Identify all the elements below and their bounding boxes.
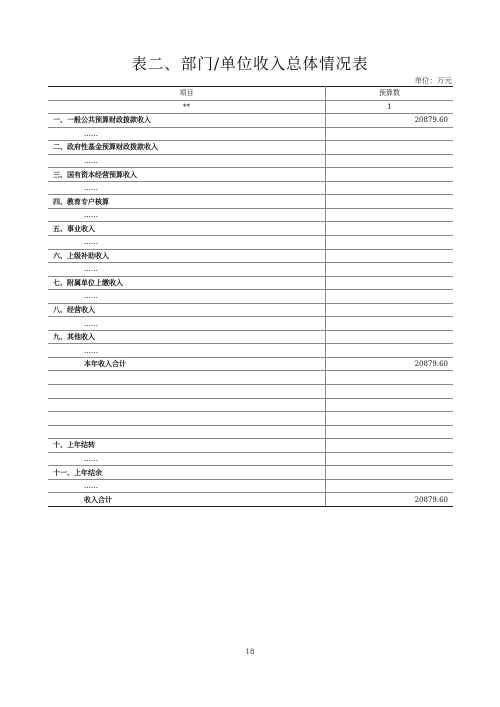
row-item: …… bbox=[48, 344, 326, 358]
index-row bbox=[48, 100, 453, 114]
row-budget bbox=[326, 330, 454, 344]
table-row bbox=[48, 127, 453, 141]
table-row bbox=[48, 412, 453, 426]
table-row bbox=[48, 208, 453, 222]
income-table bbox=[48, 86, 453, 507]
row-item: 七、附属单位上缴收入 bbox=[48, 276, 326, 290]
row-item: 四、教育专户核算 bbox=[48, 195, 326, 209]
page-title: 表二、部门/单位收入总体情况表 bbox=[131, 55, 369, 73]
row-budget: 20879.60 bbox=[326, 114, 454, 128]
table-row bbox=[48, 493, 453, 507]
row-item: …… bbox=[48, 479, 326, 493]
row-item: 九、其他收入 bbox=[48, 330, 326, 344]
row-budget bbox=[326, 303, 454, 317]
table-row bbox=[48, 371, 453, 385]
row-item: 十一、上年结余 bbox=[48, 466, 326, 480]
table-row bbox=[48, 317, 453, 331]
row-budget bbox=[326, 385, 454, 399]
table-row bbox=[48, 249, 453, 263]
row-item: 六、上级补助收入 bbox=[48, 249, 326, 263]
table-row bbox=[48, 357, 453, 371]
row-budget bbox=[326, 263, 454, 277]
table-row bbox=[48, 290, 453, 304]
row-budget bbox=[326, 236, 454, 250]
row-item: 五、事业收入 bbox=[48, 222, 326, 236]
row-item: …… bbox=[48, 263, 326, 277]
row-item bbox=[48, 398, 326, 412]
row-budget bbox=[326, 398, 454, 412]
row-item bbox=[48, 385, 326, 399]
table-row bbox=[48, 168, 453, 182]
row-item: 本年收入合计 bbox=[48, 357, 326, 371]
table-row bbox=[48, 236, 453, 250]
row-budget bbox=[326, 127, 454, 141]
row-budget bbox=[326, 479, 454, 493]
index-item: ** bbox=[48, 100, 326, 114]
row-budget bbox=[326, 439, 454, 453]
row-budget bbox=[326, 141, 454, 155]
table-row bbox=[48, 154, 453, 168]
row-budget bbox=[326, 154, 454, 168]
header-budget: 预算数 bbox=[326, 87, 454, 101]
row-budget: 20879.60 bbox=[326, 493, 454, 507]
table-row bbox=[48, 439, 453, 453]
row-budget bbox=[326, 208, 454, 222]
row-item: …… bbox=[48, 290, 326, 304]
row-budget bbox=[326, 425, 454, 439]
row-item bbox=[48, 425, 326, 439]
row-budget bbox=[326, 371, 454, 385]
page-number: 18 bbox=[245, 648, 255, 656]
row-budget bbox=[326, 412, 454, 426]
table-row bbox=[48, 303, 453, 317]
table-row bbox=[48, 344, 453, 358]
table-row bbox=[48, 114, 453, 128]
table-row bbox=[48, 385, 453, 399]
table-row bbox=[48, 330, 453, 344]
row-item: 一、一般公共预算财政拨款收入 bbox=[48, 114, 326, 128]
table-row bbox=[48, 222, 453, 236]
table-row bbox=[48, 479, 453, 493]
table-row bbox=[48, 195, 453, 209]
row-budget bbox=[326, 249, 454, 263]
table-header-row bbox=[48, 87, 453, 101]
table-row bbox=[48, 425, 453, 439]
row-budget bbox=[326, 276, 454, 290]
row-budget bbox=[326, 222, 454, 236]
row-budget bbox=[326, 344, 454, 358]
unit-label: 单位：万元 bbox=[414, 76, 452, 85]
row-budget bbox=[326, 452, 454, 466]
table-row bbox=[48, 398, 453, 412]
row-item: 十、上年结转 bbox=[48, 439, 326, 453]
row-item: …… bbox=[48, 317, 326, 331]
row-budget bbox=[326, 317, 454, 331]
row-item: 八、经营收入 bbox=[48, 303, 326, 317]
table-row bbox=[48, 181, 453, 195]
row-item: 收入合计 bbox=[48, 493, 326, 507]
row-item: …… bbox=[48, 208, 326, 222]
row-budget bbox=[326, 181, 454, 195]
table-row bbox=[48, 276, 453, 290]
table-row bbox=[48, 141, 453, 155]
row-budget bbox=[326, 168, 454, 182]
row-item: …… bbox=[48, 236, 326, 250]
row-budget: 20879.60 bbox=[326, 357, 454, 371]
row-item: …… bbox=[48, 181, 326, 195]
row-budget bbox=[326, 290, 454, 304]
row-budget bbox=[326, 195, 454, 209]
row-item: …… bbox=[48, 154, 326, 168]
table-row bbox=[48, 263, 453, 277]
row-item: 二、政府性基金预算财政拨款收入 bbox=[48, 141, 326, 155]
table-row bbox=[48, 466, 453, 480]
index-budget: 1 bbox=[326, 100, 454, 114]
row-item bbox=[48, 412, 326, 426]
row-budget bbox=[326, 466, 454, 480]
row-item: …… bbox=[48, 452, 326, 466]
row-item bbox=[48, 371, 326, 385]
row-item: 三、国有资本经营预算收入 bbox=[48, 168, 326, 182]
row-item: …… bbox=[48, 127, 326, 141]
table-row bbox=[48, 452, 453, 466]
header-item: 项目 bbox=[48, 87, 326, 101]
